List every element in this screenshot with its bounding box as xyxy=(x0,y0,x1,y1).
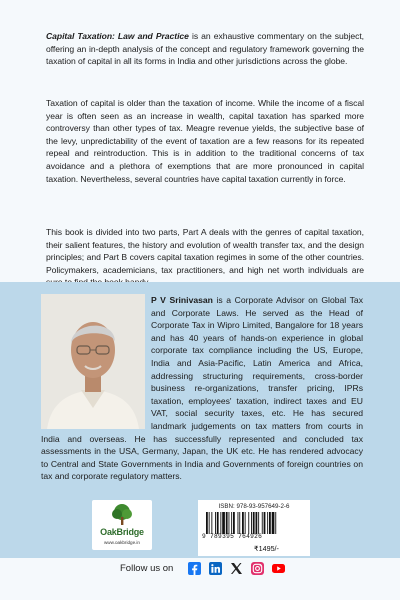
x-icon[interactable] xyxy=(230,562,243,575)
author-name: P V Srinivasan xyxy=(151,295,213,305)
footer xyxy=(0,558,400,600)
description-section xyxy=(0,0,400,282)
barcode-block xyxy=(198,500,310,556)
barcode-icon xyxy=(204,512,304,534)
publisher-logo-text: OakBridge xyxy=(100,527,144,537)
author-section xyxy=(0,282,400,558)
isbn-label: ISBN: 978-93-957649-2-6 xyxy=(218,503,290,510)
youtube-icon[interactable] xyxy=(272,562,285,575)
price-label: ₹1495/- xyxy=(254,544,279,553)
author-bio xyxy=(41,294,363,483)
description-paragraph-1 xyxy=(46,30,364,68)
publisher-url: www.oakbridge.in xyxy=(103,540,140,545)
instagram-icon[interactable] xyxy=(251,562,264,575)
barcode-digits: 9 789395 764926 xyxy=(202,533,263,540)
author-bio-text: is a Corporate Advisor on Global Tax and Corporate Laws. He served as the Head of Corporate Tax in Wipro Limited, Bangalore for 18 years and has 40 years of hands-on experience in global corporate tax compliance including the US, Europe, India and Asia-Pacific, Latin America and Africa, addressing structuring requirements, cross-border business re-organizations, transfer pricing, IPRs taxation, employees' taxation, indirect taxes and EU VAT, social security taxes, etc. He has secured landmark judgements on tax matters from courts in India and overseas. He has successfully represented and concluded tax assessments in the USA, Germany, Japan, the UK etc. He has rendered advocacy to Central and State Governments in India and Governments of foreign countries on tax and corporate regulatory matters. xyxy=(41,295,363,482)
follow-us-label: Follow us on xyxy=(120,563,174,574)
description-paragraph-2: Taxation of capital is older than the taxation of income. While the income of a fiscal year is often seen as an increase in wealth, capital taxation has sparked more controversy than other types of tax. Meagre revenue yields, the subjective base of the levy, unpredictability of the event of taxation are a few reasons for its repeated repeal and reintroduction. This is in addition to the traditional concerns of tax avoidance and a plethora of exemptions that are more pronounced in capital taxation. Nevertheless, several countries have capital taxation currently in force. xyxy=(46,98,364,184)
description-paragraph-3: This book is divided into two parts, Part A deals with the genres of capital taxation, their salient features, the history and evolution of wealth transfer tax, and the design principles; and Part B covers capital taxation regimes in some of the other countries. Policymakers, academicians, tax practitioners, and high net worth individuals are xyxy=(46,227,364,275)
oak-tree-icon xyxy=(110,503,134,527)
publisher-logo xyxy=(92,500,152,550)
book-title: Capital Taxation: Law and Practice xyxy=(46,31,189,41)
description-paragraph-1-text: is an exhaustive commentary on the subject, offering an in-depth analysis of the concept and regulatory framework governing the taxation of capital in all its forms in India and other jurisdictions across the globe. xyxy=(46,31,364,67)
facebook-icon[interactable] xyxy=(188,562,201,575)
linkedin-icon[interactable] xyxy=(209,562,222,575)
